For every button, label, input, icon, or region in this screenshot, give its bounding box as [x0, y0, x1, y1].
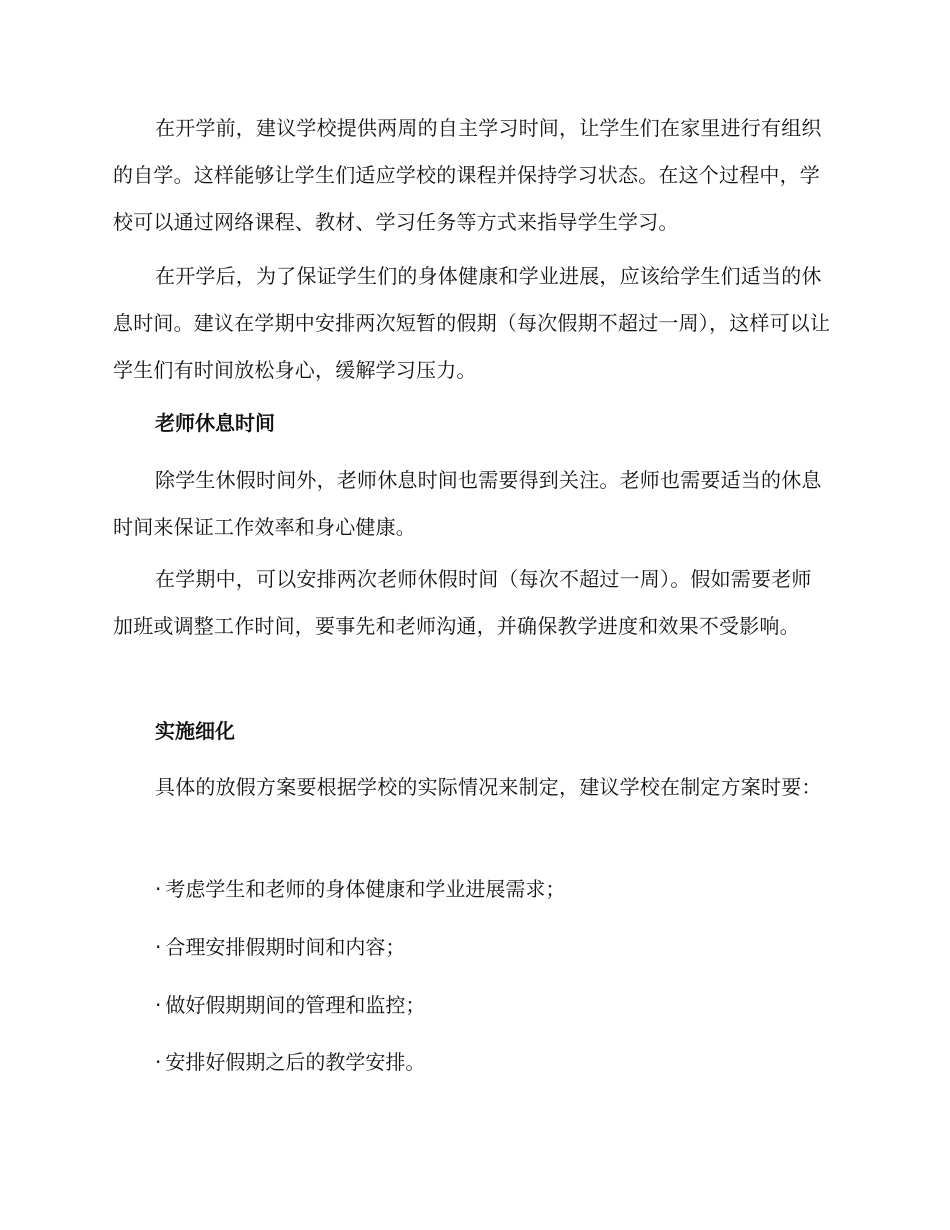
- bullet-dot: ·: [155, 935, 162, 959]
- list-item-text: 合理安排假期时间和内容；: [165, 935, 406, 959]
- list-item: [155, 874, 565, 904]
- list-item-text: 安排好假期之后的教学安排。: [165, 1050, 426, 1074]
- heading-teacher-rest: 老师休息时间: [155, 411, 275, 435]
- paragraph-teacher-rest-1: 除学生休假时间外，老师休息时间也需要得到关注。老师也需要适当的休息时间来保证工作效率和身心健康。: [113, 468, 822, 539]
- heading-implementation: 实施细化: [155, 719, 235, 743]
- bullet-dot: ·: [155, 1050, 162, 1074]
- list-item-text: 考虑学生和老师的身体健康和学业进展需求；: [165, 877, 566, 901]
- bullet-dot: ·: [155, 877, 162, 901]
- paragraph-before-term: 在开学前，建议学校提供两周的自主学习时间，让学生们在家里进行有组织的自学。这样能够让学生们适应学校的课程并保持学习状态。在这个过程中，学校可以通过网络课程、教材、学习任务等方式来指导学生学习。: [113, 116, 822, 234]
- paragraph-after-term: 在开学后，为了保证学生们的身体健康和学业进展，应该给学生们适当的休息时间。建议在学期中安排两次短暂的假期（每次假期不超过一周），这样可以让学生们有时间放松身心，缓解学习压力。: [113, 264, 831, 382]
- list-item-text: 做好假期期间的管理和监控；: [165, 993, 426, 1017]
- paragraph-implementation-intro: 具体的放假方案要根据学校的实际情况来制定，建议学校在制定方案时要：: [155, 775, 822, 799]
- list-item: [155, 1047, 425, 1077]
- paragraph-teacher-rest-2: 在学期中，可以安排两次老师休假时间（每次不超过一周）。假如需要老师加班或调整工作时间，要事先和老师沟通，并确保教学进度和效果不受影响。: [113, 567, 812, 638]
- list-item: [155, 990, 425, 1020]
- list-item: [155, 932, 405, 962]
- bullet-dot: ·: [155, 993, 162, 1017]
